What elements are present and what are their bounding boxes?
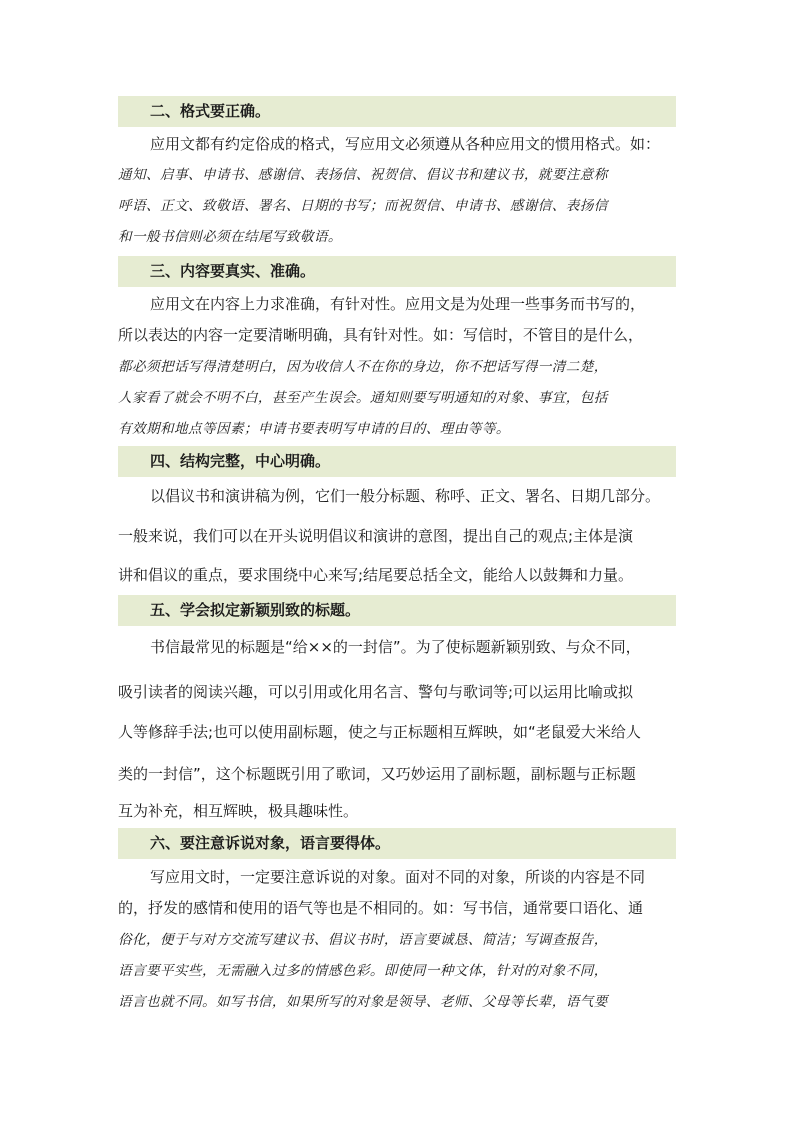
paragraph-line: 一般来说，我们可以在开头说明倡议和演讲的意图，提出自己的观点;主体是演 — [118, 527, 634, 545]
paragraph-line: 语言要平实些，无需融入过多的情感色彩。即使同一种文体，针对的对象不同， — [118, 963, 608, 979]
paragraph-line: 应用文都有约定俗成的格式，写应用文必须遵从各种应用文的惯用格式。如： — [150, 135, 661, 153]
paragraph-line: 俗化，便于与对方交流写建议书、倡议书时，语言要诚恳、简洁；写调查报告， — [118, 932, 608, 948]
paragraph-line: 语言也就不同。如写书信，如果所写的对象是领导、老师、父母等长辈，语气要 — [118, 994, 608, 1010]
paragraph-line: 讲和倡议的重点，要求围绕中心来写;结尾要总括全文，能给人以鼓舞和力量。 — [118, 566, 634, 584]
paragraph-line: 互为补充，相互辉映，极具趣味性。 — [118, 802, 359, 820]
paragraph-line: 应用文在内容上力求准确，有针对性。应用文是为处理一些事务而书写的， — [150, 295, 646, 313]
paragraph-line: 类的一封信”，这个标题既引用了歌词，又巧妙运用了副标题，副标题与正标题 — [118, 765, 636, 783]
section-heading-content: 三、内容要真实、准确。 — [118, 256, 676, 287]
paragraph-line: 有效期和地点等因素；申请书要表明写申请的目的、理由等等。 — [118, 421, 510, 437]
paragraph-line: 所以表达的内容一定要清晰明确，具有针对性。如：写信时，不管目的是什么， — [118, 326, 644, 344]
section-heading-audience: 六、要注意诉说对象，语言要得体。 — [118, 828, 676, 859]
section-heading-format: 二、格式要正确。 — [118, 96, 676, 127]
paragraph-line: 吸引读者的阅读兴趣，可以引用或化用名言、警句与歌词等;可以运用比喻或拟 — [118, 683, 634, 701]
paragraph-line: 写应用文时，一定要注意诉说的对象。面对不同的对象，所谈的内容是不同 — [150, 868, 646, 886]
paragraph-line: 都必须把话写得清楚明白，因为收信人不在你的身边，你不把话写得一清二楚， — [118, 359, 608, 375]
paragraph-line: 和一般书信则必须在结尾写致敬语。 — [118, 229, 342, 245]
paragraph-line: 通知、启事、申请书、感谢信、表扬信、祝贺信、倡议书和建议书，就要注意称 — [118, 167, 608, 183]
paragraph-line: 以倡议书和演讲稿为例，它们一般分标题、称呼、正文、署名、日期几部分。 — [150, 487, 661, 505]
paragraph-line: 人等修辞手法;也可以使用副标题，使之与正标题相互辉映，如“老鼠爱大米给人 — [118, 723, 641, 741]
paragraph-line: 呼语、正文、致敬语、署名、日期的书写；而祝贺信、申请书、感谢信、表扬信 — [118, 198, 608, 214]
paragraph-line: 人家看了就会不明不白，甚至产生误会。通知则要写明通知的对象、事宜，包括 — [118, 390, 608, 406]
section-heading-structure: 四、结构完整，中心明确。 — [118, 446, 676, 477]
paragraph-line: 的，抒发的感情和使用的语气等也是不相同的。如：写书信，通常要口语化、通 — [118, 899, 644, 917]
section-heading-title: 五、学会拟定新颖别致的标题。 — [118, 595, 676, 626]
paragraph-line: 书信最常见的标题是“给××的一封信”。为了使标题新颖别致、与众不同， — [150, 638, 641, 656]
